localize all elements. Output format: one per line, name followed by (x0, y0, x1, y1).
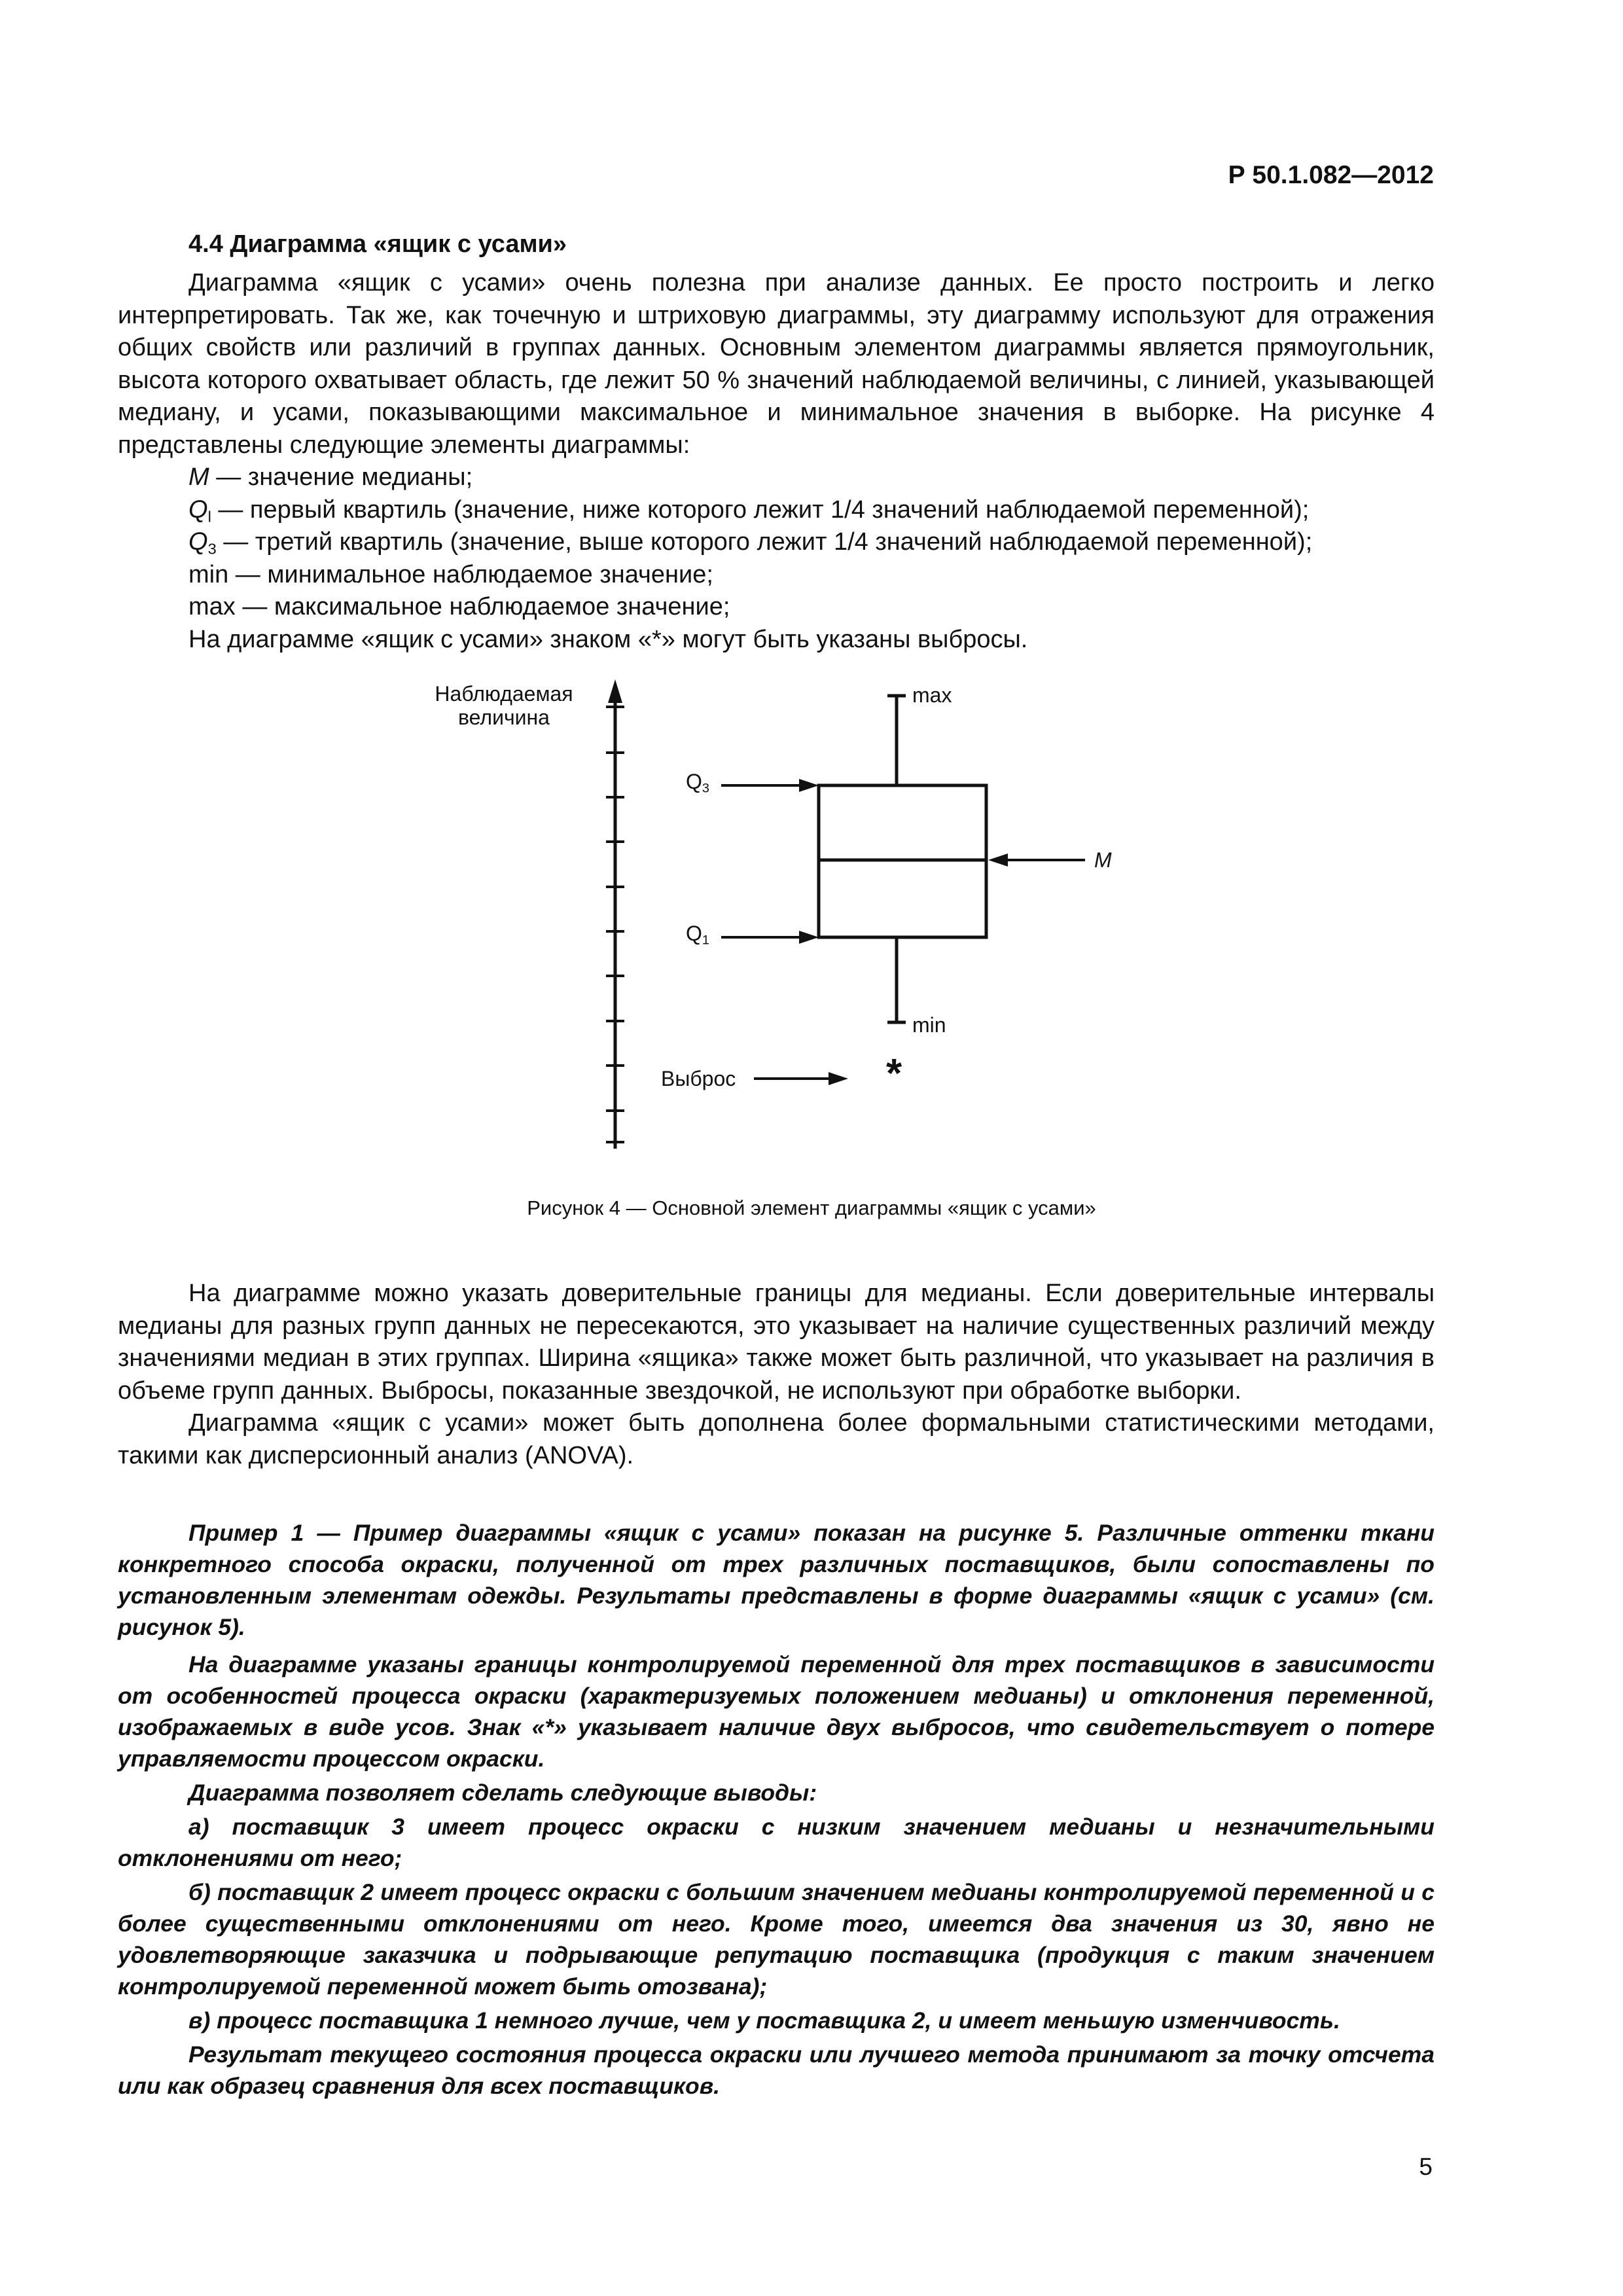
q1-subscript: 1 (702, 933, 709, 948)
axis-label-line: величина (458, 706, 550, 729)
outlier-arrow-icon (829, 1072, 848, 1085)
conclusion-item: б) поставщик 2 имеет процесс окраски с большим значением медианы контролируемой переменной и с более существенными отклонениями от него. Кроме того, имеется два значения из 30, явно не удовлетворяющие заказчика и подрывающие репутацию поставщика (продукция с таким значением контролируемой переменной может быть отозвана); (118, 1879, 1435, 2000)
q3-subscript: 3 (702, 781, 709, 796)
q1-arrow-icon (799, 931, 819, 944)
definition-max: max — максимальное наблюдаемое значение; (188, 593, 730, 620)
definition-text: — первый квартиль (значение, ниже которого лежит 1/4 значений наблюдаемой переменной); (211, 495, 1310, 524)
outlier-mark: * (886, 1051, 902, 1096)
definition-min: min — минимальное наблюдаемое значение; (188, 560, 713, 588)
q1-subscript: l (207, 508, 211, 526)
axis-arrow-icon (608, 679, 622, 703)
examples-block (118, 1517, 1435, 2102)
document-code: Р 50.1.082—2012 (1228, 161, 1434, 189)
page-number: 5 (1419, 2153, 1433, 2180)
example-paragraph: Пример 1 — Пример диаграммы «ящик с усами» показан на рисунке 5. Различные оттенки ткани конкретного способа окраски, полученной от трех различных поставщиков, были сопоставлены по установленным элементам одежды. Результаты представлены в форме диаграммы «ящик с усами» (см. рисунок 5). (118, 1520, 1435, 1640)
body-after-figure (118, 1278, 1435, 1472)
q3-subscript: 3 (207, 540, 217, 558)
outliers-note: На диаграмме «ящик с усами» знаком «*» могут быть указаны выбросы. (188, 625, 1028, 653)
conclusion-item: в) процесс поставщика 1 немного лучше, чем у поставщика 2, и имеет меньшую изменчивость. (188, 2007, 1340, 2034)
q1-symbol: Q (188, 495, 208, 524)
q3-letter: Q (686, 770, 702, 793)
q3-symbol: Q (188, 528, 208, 556)
median-symbol: M (188, 463, 209, 491)
q1-label (686, 922, 709, 948)
definition-text: — третий квартиль (значение, выше которого лежит 1/4 значений наблюдаемой переменной); (216, 528, 1313, 556)
example-paragraph: На диаграмме указаны границы контролируемой переменной для трех поставщиков в зависимости от особенностей процесса окраски (характеризуемых положением медианы) и отклонения переменной, изображаемых в виде усов. Знак «*» указывает наличие двух выбросов, что свидетельствует о потере управляемости процессом окраски. (118, 1651, 1435, 1772)
q3-label (686, 770, 709, 796)
median-arrow-icon (988, 853, 1008, 867)
q1-letter: Q (686, 922, 702, 945)
body-paragraph: На диаграмме можно указать доверительные границы для медианы. Если доверительные интервалы медианы для разных групп данных не пересекаются, это указывает на наличие существенных различий между значениями медиан в этих группах. Ширина «ящика» также может быть различной, что указывает на различия в объеме групп данных. Выбросы, показанные звездочкой, не используют при обработке выборки. (118, 1280, 1435, 1405)
body-paragraph: Диаграмма «ящик с усами» может быть дополнена более формальными статистическими методами, такими как дисперсионный анализ (ANOVA). (118, 1409, 1435, 1469)
example-paragraph: Диаграмма позволяет сделать следующие выводы: (188, 1780, 817, 1806)
conclusion-item: а) поставщик 3 имеет процесс окраски с низким значением медианы и незначительными отклонениями от него; (118, 1814, 1435, 1871)
definition-text: — значение медианы; (209, 463, 473, 491)
intro-paragraph: Диаграмма «ящик с усами» очень полезна при анализе данных. Ее просто построить и легко интерпретировать. Так же, как точечную и штриховую диаграммы, эту диаграмму используют для отражения общих свойств или различий в группах данных. Основным элементом диаграммы является прямоугольник, высота которого охватывает область, где лежит 50 % значений наблюдаемой величины, с линией, указывающей медиану, и усами, показывающими максимальное и минимальное значения в выборке. На рисунке 4 представлены следующие элементы диаграммы: (118, 269, 1435, 459)
median-label: M (1094, 848, 1112, 872)
min-label: min (912, 1013, 946, 1037)
figure-caption: Рисунок 4 — Основной элемент диаграммы «ящик с усами» (527, 1196, 1096, 1219)
section-heading: 4.4 Диаграмма «ящик с усами» (188, 230, 567, 258)
q3-arrow-icon (799, 779, 819, 792)
axis-label (406, 682, 602, 729)
outlier-label: Выброс (661, 1067, 736, 1090)
max-label: max (912, 683, 952, 707)
axis-label-line: Наблюдаемая (435, 682, 573, 706)
example-paragraph: Результат текущего состояния процесса окраски или лучшего метода принимают за точку отсчета или как образец сравнения для всех поставщиков. (118, 2041, 1435, 2099)
